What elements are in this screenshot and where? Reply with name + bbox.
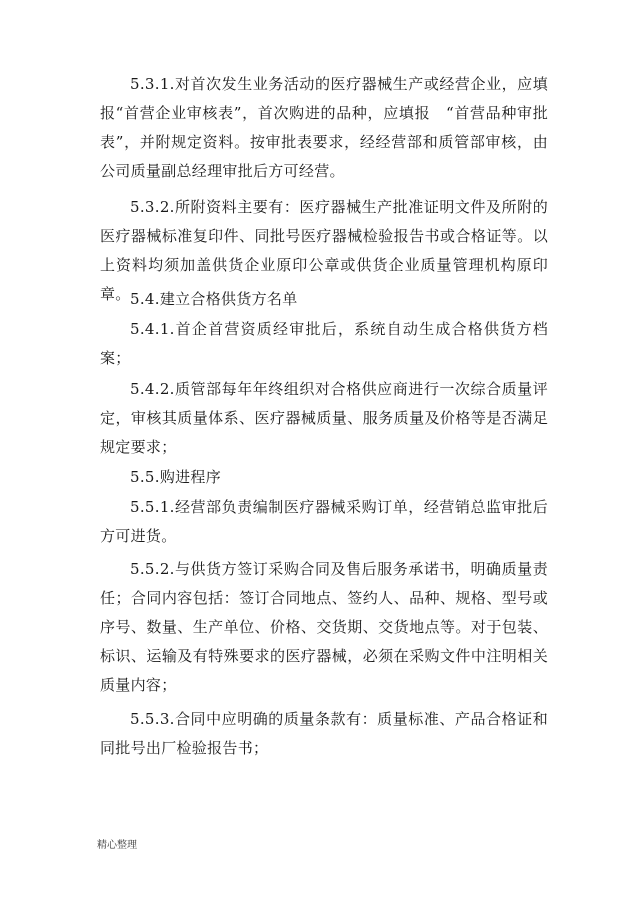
paragraph-5-3-2: 5.3.2.所附资料主要有：医疗器械生产批准证明文件及所附的医疗器械标准复印件、同批号医疗器械检验报告书或合格证等。以上资料均须加盖供货企业原印公章或供货企业质量管理机构原印章。 [100, 198, 548, 303]
paragraph-5-5-3: 5.5.3.合同中应明确的质量条款有：质量标准、产品合格证和同批号出厂检验报告书； [100, 710, 548, 757]
page-footer: 精心整理 [97, 840, 137, 851]
paragraph-5-5-1: 5.5.1.经营部负责编制医疗器械采购订单，经营销总监审批后方可进货。 [100, 498, 548, 545]
section-heading-5-5: 5.5.购进程序 [130, 468, 222, 486]
paragraph-5-3-1: 5.3.1.对首次发生业务活动的医疗器械生产或经营企业，应填报“首营企业审核表”，首次购进的品种，应填报 “首营品种审批表”，并附规定资料。按审批表要求，经经营部和质管部审核，由公司质量副总经理审批后方可经营。 [100, 75, 548, 180]
paragraph-5-4-2: 5.4.2.质管部每年年终组织对合格供应商进行一次综合质量评定，审核其质量体系、医疗器械质量、服务质量及价格等是否满足规定要求； [100, 380, 548, 456]
paragraph-5-5-2: 5.5.2.与供货方签订采购合同及售后服务承诺书，明确质量责任；合同内容包括：签订合同地点、签约人、品种、规格、型号或序号、数量、生产单位、价格、交货期、交货地点等。对于包装、标识、运输及有特殊要求的医疗器械，必须在采购文件中注明相关质量内容； [100, 560, 548, 694]
paragraph-5-4-1: 5.4.1.首企首营资质经审批后，系统自动生成合格供货方档案； [100, 320, 548, 367]
section-heading-5-4: 5.4.建立合格供货方名单 [130, 290, 298, 308]
